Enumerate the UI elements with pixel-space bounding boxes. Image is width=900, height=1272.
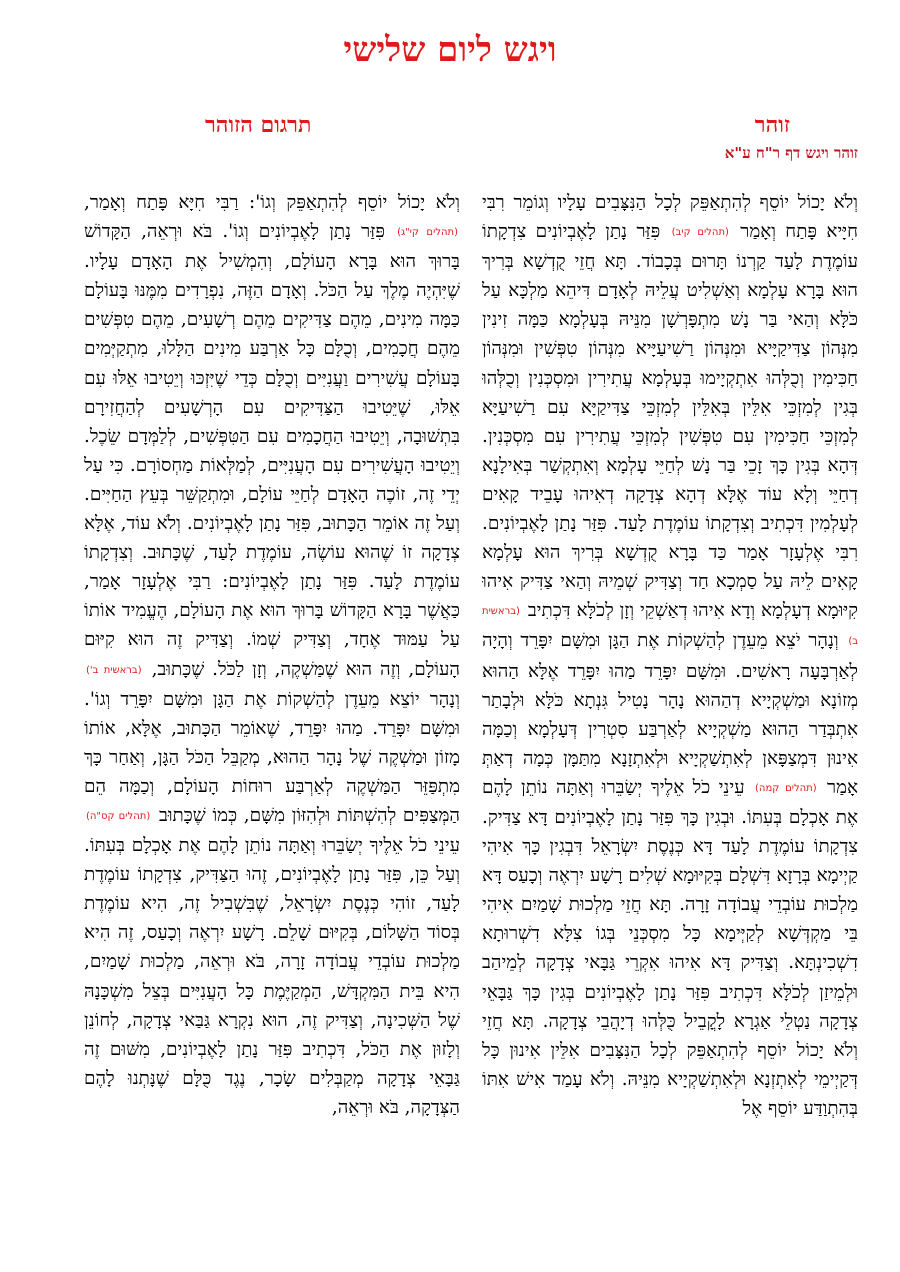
- text-segment: וְלֹא יָכוֹל יוֹסֵף לְהִתְאַפֵּק וְגוֹ': רַבִּי חִיָּא פָּתַח וְאָמַר,: [84, 192, 460, 213]
- verse-reference: (תהלים קי"ג): [397, 227, 458, 239]
- text-segment: פִּזַּר נָתַן לָאֶבְיוֹנִים צִדְקָתוֹ עוֹמֶדֶת לָעַד קַרְנוֹ תָּרוּם בְּכָבוֹד. תָּא חֲזֵי קֻדְשָׁא בְּרִיךְ הוּא בָּרָא עָלְמָא וְאַשְׁלִיט עֲלֵיהּ לְאָדָם דִּיהֵא מַלְכָּא עַל כֹּלָּא וְהַאי בַּר נָשׁ מִתְפָּרְשָׁן מִנֵּיהּ בְּעָלְמָא כַּמָּה זִינִין מִנְּהוֹן צַדִּיקַיָּיא וּמִנְּהוֹן רַשִׁיעַיָּיא מִנְּהוֹן טִפְּשִׁין וּמִנְּהוֹן חַכִּימִין וְכֻלְּהוּ אִתְקְיָימוּ בְּעָלְמָא עֲתִירִין וּמִסְכְּנִין וְכֻלְּהוּ בְּגִין לְמִזְכֵּי אִלֵּין בְּאִלֵּין לְמִזְכֵּי צַדִּיקַיָּא עִם רַשִׁיעַיָּא לְמִזְכֵּי חַכִּימִין עִם טִפְּשִׁין לְמִזְכֵּי עֲתִירִין עִם מִסְכְּנִין. דְּהָא בְּגִין כָּךְ זָכֵי בַּר נָשׁ לְחַיֵּי עָלְמָא וְאִתְקְשַׁר בְּאִילָנָא דְחַיֵּי וְלָא עוֹד אֶלָּא דְהָא צְדָקָה דְאִיהוּ עָבֵיד קָאִים לְעָלְמִין דִּכְתִיב וְצִדְקָתוֹ עוֹמֶדֶת לָעַד. פִּזַּר נָתַן לָאֶבְיוֹנִים. רִבִּי אֶלְעָזָר אָמַר כַּד בָּרָא קֻדְשָׁא בְּרִיךְ הוּא עָלְמָא קָאִים לֵיהּ עַל סַמְכָא חַד וְצַדִּיק שְׁמֵיהּ וְהַאי צַדִּיק אִיהוּ קִיּוּמָא דְעָלְמָא וְדָא אִיהוּ דְאַשְׁקֵי וְזָן לְכֹלָּא דִּכְתִיב: [482, 221, 858, 622]
- verse-reference: (תהלים קס"ה): [86, 810, 151, 822]
- translation-paragraph: [84, 188, 460, 1122]
- zohar-text-column: [482, 188, 858, 1244]
- page-title: ויגש ליום שלישי: [343, 30, 557, 70]
- verse-reference: (תהלים קיב): [671, 227, 729, 239]
- text-segment: וְנָהָר יוֹצֵא מֵעֵדֶן לְהַשְׁקוֹת אֶת הַגָּן וּמִשָּׁם יִפָּרֵד וְגוֹ'. וּמִשָּׁם יִפָּרֵד. מַהוּ יִפָּרֵד, שֶׁאוֹמֵר הַכָּתוּב, אֶלָּא, אוֹתוֹ מָזוֹן וּמַשְׁקֶה שֶׁל נָהָר הַהוּא, מְקַבֵּל הַכֹּל הַגָּן, וְאַחַר כָּךְ מִתְפַּזֵּר הַמַּשְׁקֶה לְאַרְבַּע רוּחוֹת הָעוֹלָם, וְכַמָּה הֵם הַמְּצַפִּים לְהִשְׁתּוֹת וּלְהִזּוֹן מִשָּׁם, כְּמוֹ שֶׁכָּתוּב: [84, 688, 460, 826]
- daf-reference: זוהר ויגש דף ר"ח ע"א: [724, 144, 858, 162]
- text-segment: עֵינֵי כֹל אֵלֶיךָ יְשַׂבֵּרוּ וְאַתָּה נוֹתֵן לָהֶם אֶת אָכְלָם בְּעִתּוֹ. וּבְגִין כָּךְ פִּזַּר נָתַן לָאֶבְיוֹנִים דָּא צַדִּיק. צִדְקָתוֹ עוֹמֶדֶת לָעַד דָּא כְּנֶסֶת יִשְׂרָאֵל דִּבְגִין כָּךְ אִיהִי קַיְימָא בְּרָזָא דִּשְׁלָם בְּקִיּוּמָא שְׁלִים רָשָׁע יִרְאֶה וְכָעַס דָּא מַלְכוּת עוֹבְדֵי עֲבוֹדָה זָרָה. תָּא חֲזֵי מַלְכוּת שָׁמַיִם אִיהִי בֵּי מַקְדְּשָׁא לְקַיְּימָא כָּל מִסְכְּנֵי בְּגוֹ צִלָּא דִשְׁרוּתָא דִשְׁכִינְתָּא. וְצַדִּיק דָּא אִיהוּ אִקְרֵי גַּבָּאי צְדָקָה לְמֵיהַב וּלְמֵיזַן לְכֹלָּא דִּכְתִיב פִּזַּר נָתַן לָאֶבְיוֹנִים בְּגִין כָּךְ גַּבָּאֵי צְדָקָה נַטְלֵי אַגְרָא לָקֳבֵיל כֻּלְּהוּ דְיָהֲבֵי צְדָקָה. תָּא חֲזֵי וְלֹא יָכוֹל יוֹסֵף לְהִתְאַפֵּק לְכָל הַנִּצָּבִים אִלֵּין אִינוּן כָּל דְּקַיְימֵי לְאִתְזְנָא וּלְאִתְשַׁקְיָיא מִנֵּיהּ. וְלֹא עָמַד אִישׁ אִתּוֹ בְּהִתְוַדַּע יוֹסֵף אֶל: [482, 776, 858, 1119]
- text-segment: פִּזַּר נָתַן לָאֶבְיוֹנִים וְגוֹ'. בֹּא וּרְאֵה, הַקָּדוֹשׁ בָּרוּךְ הוּא בָּרָא הָעוֹלָם, וְהִמְשִׁיל אֶת הָאָדָם עָלָיו. שֶׁיִּהְיֶה מֶלֶךְ עַל הַכֹּל. וְאָדָם הַזֶּה, נִפְרָדִים מִמֶּנּוּ בָּעוֹלָם כַּמָּה מִינִים, מֵהֶם צַדִּיקִים מֵהֶם רְשָׁעִים, מֵהֶם טִפְּשִׁים מֵהֶם חֲכָמִים, וְכֻלָּם כָּל אַרְבַּע מִינִים הַלָּלוּ, מִתְקַיְּמִים בָּעוֹלָם עֲשִׁירִים וַעֲנִיִּים וְכֻלָּם כְּדֵי שֶׁיִּזְכּוּ וְיֵטִיבוּ אֵלּוּ עִם אֵלּוּ, שֶׁיֵּטִיבוּ הַצַּדִּיקִים עִם הָרְשָׁעִים לְהַחֲזִירָם בִּתְשׁוּבָה, וְיֵטִיבוּ הַחֲכָמִים עִם הַטִּפְּשִׁים, לְלַמְּדָם שֵׂכֶל. וְיֵטִיבוּ הָעֲשִׁירִים עִם הָעֲנִיִּים, לְמַלְּאוֹת מַחְסוֹרָם. כִּי עַל יְדֵי זֶה, זוֹכֶה הָאָדָם לְחַיֵּי עוֹלָם, וּמִתְקַשֵּׁר בְּעֵץ הַחַיִּים. וְעַל זֶה אוֹמֵר הַכָּתוּב, פִּזַּר נָתַן לָאֶבְיוֹנִים. וְלֹא עוֹד, אֶלָּא צְדָקָה זוֹ שֶׁהוּא עוֹשֶׂה, עוֹמֶדֶת לָעַד, שֶׁכָּתוּב. וְצִדְקָתוֹ עוֹמֶדֶת לָעַד. פִּזַּר נָתַן לָאֶבְיוֹנִים: רַבִּי אֶלְעָזָר אָמַר, כַּאֲשֶׁר בָּרָא הַקָּדוֹשׁ בָּרוּךְ הוּא אֶת הָעוֹלָם, הֶעֱמִיד אוֹתוֹ עַל עַמּוּד אֶחָד, וְצַדִּיק שְׁמוֹ. וְצַדִּיק זֶה הוּא קִיּוּם הָעוֹלָם, וְזֶה הוּא שֶׁמַּשְׁקֶה, וְזָן לַכֹּל. שֶׁכָּתוּב,: [84, 221, 460, 680]
- translation-text-column: [84, 188, 460, 1244]
- translation-column-heading: תרגום הזוהר: [205, 112, 312, 138]
- verse-reference: (תהלים קמה): [755, 782, 817, 794]
- text-segment: וְלֹא יָכוֹל יוֹסֵף לְהִתְאַפֵּק לְכָל הַנִּצָּבִים עָלָיו וְגוֹמֵר רִבִּי חִיָּיא פָּתַח וְאָמַר: [482, 192, 858, 243]
- text-segment: וְנָהָר יֹצֵא מֵעֵדֶן לְהַשְׁקוֹת אֶת הַגָּן וּמִשָּׁם יִפָּרֵד וְהָיָה לְאַרְבָּעָה רָאשִׁים. וּמִשָּׁם יִפָּרֵד מַהוּ יִפָּרֵד אֶלָּא הַהוּא מְזוֹנָא וּמַשְׁקְיָיא דְהַהוּא נָהָר נָטִיל גִּנְתָא כֹּלָּא וּלְבָתַר אִתְבְּדַר הַהוּא מַשְׁקְיָיא לְאַרְבַּע סִטְרִין דְּעָלְמָא וְכַמָּה אִינוּן דִּמְצַפָּאן לְאִתְשַׁקְיָיא וּלְאִתְזָנָא מִתַּמָּן כְּמָה דְאַתְּ אָמַר: [482, 630, 858, 798]
- verse-reference: (בראשית ב): [482, 606, 858, 648]
- verse-reference: (בראשית ב'): [86, 664, 142, 676]
- text-segment: עֵינֵי כֹל אֵלֶיךָ יְשַׂבֵּרוּ וְאַתָּה נוֹתֵן לָהֶם אֶת אָכְלָם בְּעִתּוֹ. וְעַל כֵּן, פִּזַּר נָתַן לָאֶבְיוֹנִים, זֶהוּ הַצַּדִּיק, צִדְקָתוֹ עוֹמֶדֶת לָעַד, זוֹהִי כְּנֶסֶת יִשְׂרָאֵל, שֶׁבִּשְׁבִיל זֶה, הִיא עוֹמֶדֶת בְּסוֹד הַשָּׁלוֹם, בְּקִיּוּם שָׁלֵם. רָשָׁע יִרְאֶה וְכָעַס, זֶה הִיא מַלְכוּת עוֹבְדֵי עֲבוֹדָה זָרָה, בֹּא וּרְאֵה, מַלְכוּת שָׁמַיִם, הִיא בֵּית הַמִּקְדָּשׁ, הַמְקַיֶּמֶת כָּל הָעֲנִיִּים בְּצֵל מִשְׁכָּנָהּ שֶׁל הַשְּׁכִינָה, וְצַדִּיק זֶה, הוּא נִקְרָא גַּבַּאי צְדָקָה, לְחוֹנֵן וְלָזוּן אֶת הַכֹּל, דִּכְתִיב פִּזַּר נָתַן לָאֶבְיוֹנִים, מִשּׁוּם זֶה גַּבָּאֵי צְדָקָה מְקַבְּלִים שָׂכָר, נֶגֶד כֻּלָּם שֶׁנָּתְנוּ לָהֶם הַצְּדָקָה, בֹּא וּרְאֵה,: [84, 835, 460, 1118]
- zohar-paragraph: [482, 188, 858, 1123]
- zohar-column-heading: זוהר: [754, 112, 790, 138]
